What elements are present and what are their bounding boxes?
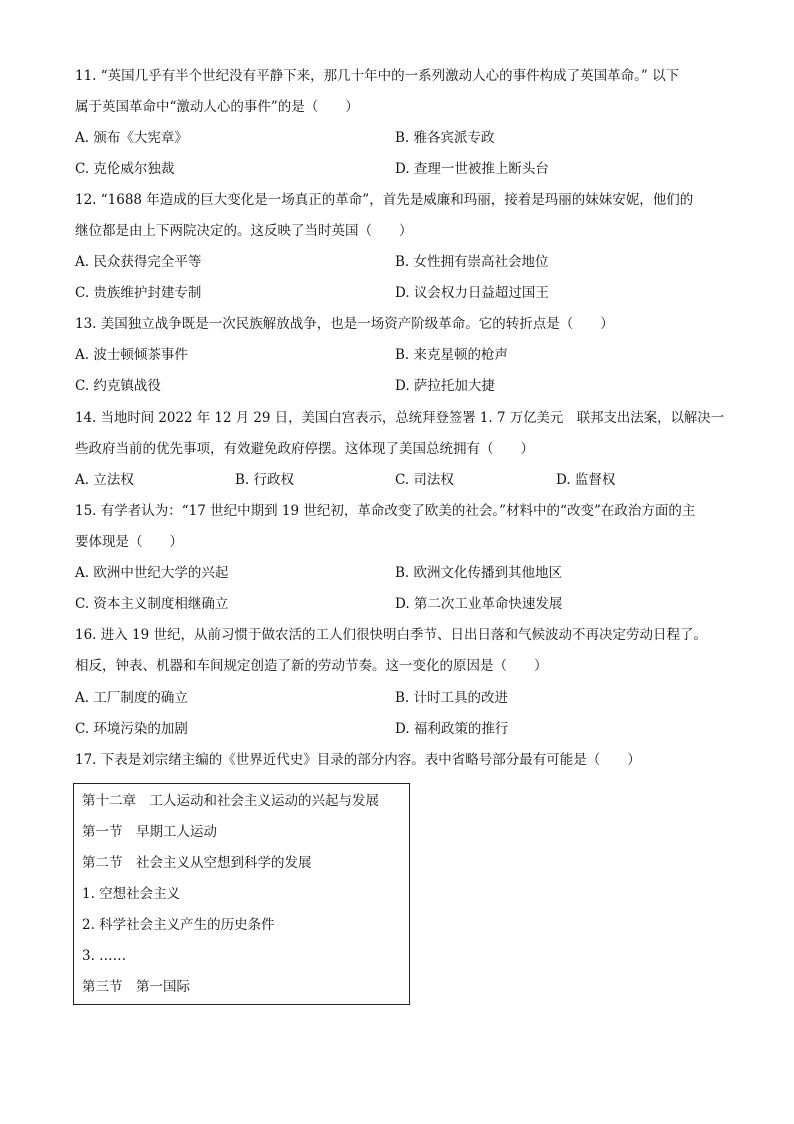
q16-option-a: A. 工厂制度的确立: [75, 690, 188, 706]
q11-stem-line-2: 属于英国革命中“激动人心的事件”的是（ ）: [75, 99, 359, 115]
q11-option-b: B. 雅各宾派专政: [395, 130, 495, 146]
q11-option-c: C. 克伦威尔独裁: [75, 161, 175, 177]
toc-subitem-2: 2. 科学社会主义产生的历史条件: [82, 917, 275, 933]
q13-option-d: D. 萨拉托加大捷: [395, 378, 495, 394]
toc-chapter: 第十二章 工人运动和社会主义运动的兴起与发展: [82, 793, 379, 809]
q16-option-c: C. 环境污染的加剧: [75, 721, 188, 737]
toc-section-1: 第一节 早期工人运动: [82, 824, 217, 840]
q12-option-d: D. 议会权力日益超过国王: [395, 285, 549, 301]
q14-option-c: C. 司法权: [395, 472, 454, 488]
q12-stem-line-2: 继位都是由上下两院决定的。这反映了当时英国（ ）: [75, 223, 413, 239]
q15-option-c: C. 资本主义制度相继确立: [75, 596, 229, 612]
q17-stem-line-1: 17. 下表是刘宗绪主编的《世界近代史》目录的部分内容。表中省略号部分最有可能是（ ）: [75, 752, 641, 768]
q15-option-d: D. 第二次工业革命快速发展: [395, 596, 563, 612]
q16-option-b: B. 计时工具的改进: [395, 690, 509, 706]
q12-option-b: B. 女性拥有崇高社会地位: [395, 254, 549, 270]
toc-section-3: 第三节 第一国际: [82, 979, 190, 995]
q16-stem-line-2: 相反，钟表、机器和车间规定创造了新的劳动节奏。这一变化的原因是（ ）: [75, 658, 548, 674]
q15-stem-line-1: 15. 有学者认为：“17 世纪中期到 19 世纪初，革命改变了欧美的社会。”材料中的“改变”在政治方面的主: [75, 503, 696, 519]
q11-option-d: D. 查理一世被推上断头台: [395, 161, 549, 177]
q14-stem-line-1: 14. 当地时间 2022 年 12 月 29 日，美国白宫表示，总统拜登签署 1. 7 万亿美元 联邦支出法案，以解决一: [75, 410, 725, 426]
q13-option-c: C. 约克镇战役: [75, 378, 161, 394]
q14-option-a: A. 立法权: [75, 472, 134, 488]
q14-option-b: B. 行政权: [235, 472, 295, 488]
q13-stem-line-1: 13. 美国独立战争既是一次民族解放战争，也是一场资产阶级革命。它的转折点是（ ）: [75, 316, 614, 332]
q15-option-a: A. 欧洲中世纪大学的兴起: [75, 565, 229, 581]
q13-option-a: A. 波士顿倾茶事件: [75, 347, 188, 363]
toc-subitem-1: 1. 空想社会主义: [82, 886, 181, 902]
q16-option-d: D. 福利政策的推行: [395, 721, 509, 737]
q16-stem-line-1: 16. 进入 19 世纪，从前习惯于做农活的工人们很快明白季节、日出日落和气候波动不再决定劳动日程了。: [75, 627, 708, 643]
q14-option-d: D. 监督权: [556, 472, 616, 488]
toc-subitem-3: 3. ……: [82, 948, 127, 964]
q11-stem-line-1: 11. “英国几乎有半个世纪没有平静下来，那几十年中的一系列激动人心的事件构成了英国革命。” 以下: [75, 68, 680, 84]
q15-stem-line-2: 要体现是（ ）: [75, 534, 183, 550]
q12-stem-line-1: 12. “1688 年造成的巨大变化是一场真正的革命”，首先是威廉和玛丽，接着是玛丽的妹妹安妮，他们的: [75, 192, 694, 208]
q14-stem-line-2: 些政府当前的优先事项，有效避免政府停摆。这体现了美国总统拥有（ ）: [75, 441, 534, 457]
q12-option-a: A. 民众获得完全平等: [75, 254, 202, 270]
q11-option-a: A. 颁布《大宪章》: [75, 130, 188, 146]
toc-section-2: 第二节 社会主义从空想到科学的发展: [82, 855, 312, 871]
q12-option-c: C. 贵族维护封建专制: [75, 285, 202, 301]
q15-option-b: B. 欧洲文化传播到其他地区: [395, 565, 563, 581]
toc-table: [73, 783, 410, 1005]
q13-option-b: B. 来克星顿的枪声: [395, 347, 509, 363]
